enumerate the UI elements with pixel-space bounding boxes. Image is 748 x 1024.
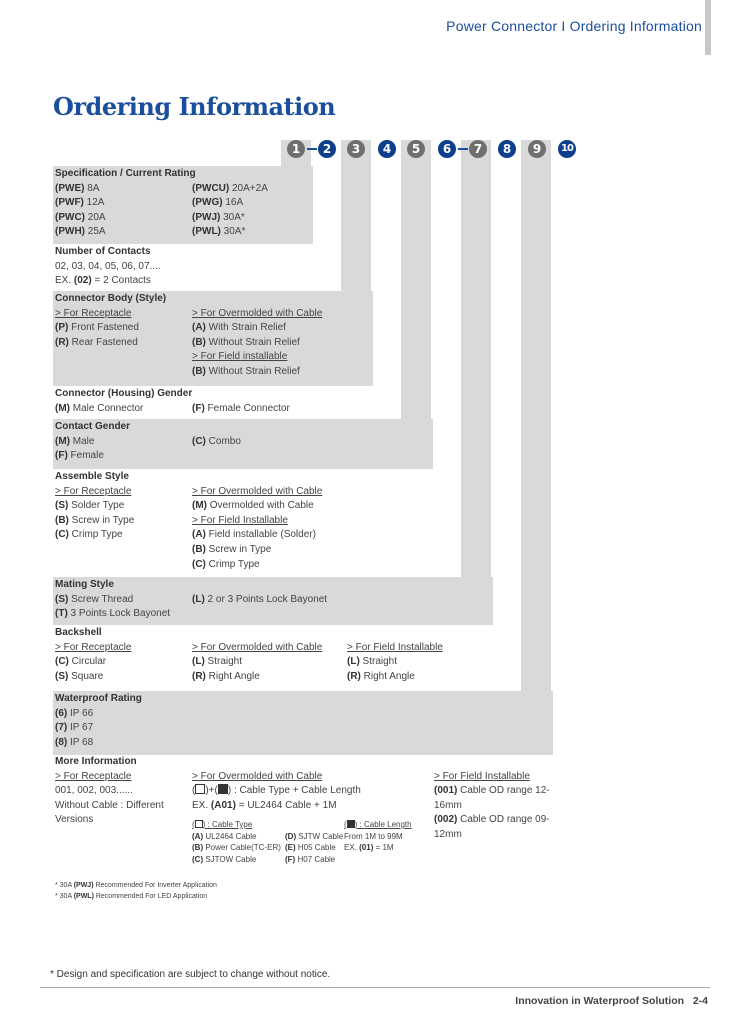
code-circle-3: 3 xyxy=(347,140,365,158)
cable-type-box-icon xyxy=(195,820,203,828)
footnote-pwl: * 30A (PWL) Recommended For LED Application xyxy=(55,892,208,900)
code-circle-8: 8 xyxy=(498,140,516,158)
footnotes xyxy=(55,881,217,902)
code-circle-9: 9 xyxy=(528,140,546,158)
band-position-9 xyxy=(521,140,551,754)
spec-title: Specification / Current Rating xyxy=(55,168,196,179)
band-position-7 xyxy=(461,140,491,624)
footer xyxy=(515,995,708,1007)
code-circle-2: 2 xyxy=(318,140,336,158)
header-section-title: Power Connector I Ordering Information xyxy=(446,18,702,34)
code-circle-4: 4 xyxy=(378,140,396,158)
section-backshell: Backshell > For Receptacle > For Overmolded with Cable > For Field Installable (C) Circular (L) Straight (L) Straight (S) Square (R) Right Angle (R) Right Angle xyxy=(55,627,443,682)
section-assemble-style: Assemble Style > For Receptacle > For Overmolded with Cable (S) Solder Type (M) Overmolded with Cable (B) Screw in Type > For Field Installable (C) Crimp Type (A) Field installable (Solder) (B) Screw in Type (C) Crimp Type xyxy=(55,471,323,570)
code-circle-10: 10 xyxy=(558,140,576,158)
section-mating-style: Mating Style (S) Screw Thread (L) 2 or 3 Points Lock Bayonet (T) 3 Points Lock Bayonet xyxy=(53,577,493,625)
section-specification: Specification / Current Rating (PWE) 8A (PWCU) 20A+2A (PWF) 12A (PWG) 16A (PWC) 20A (PWJ) 30A* (PWH) 25A (PWL) 30A* xyxy=(53,166,313,244)
code-dash-6-7 xyxy=(458,148,468,150)
page-title: Ordering Information xyxy=(53,92,336,121)
code-circle-1: 1 xyxy=(287,140,305,158)
section-contact-gender: Contact Gender (M) Male (C) Combo (F) Female xyxy=(53,419,433,469)
page-number: 2-4 xyxy=(692,995,708,1007)
header-side-bar xyxy=(705,0,711,55)
cable-length-box-icon xyxy=(347,820,355,828)
cable-length-box-icon xyxy=(218,784,228,794)
footer-divider xyxy=(40,987,710,988)
disclaimer: * Design and specification are subject to change without notice. xyxy=(50,969,331,980)
section-waterproof-rating: Waterproof Rating (6) IP 66 (7) IP 67 (8) IP 68 xyxy=(53,691,553,755)
code-circle-5: 5 xyxy=(407,140,425,158)
footnote-pwj: * 30A (PWJ) Recommended For Inverter Application xyxy=(55,882,217,889)
code-circle-6: 6 xyxy=(438,140,456,158)
code-dash-1-2 xyxy=(307,148,317,150)
section-more-information: More Information > For Receptacle 001, 002, 003...... Without Cable : Different Versions > For Overmolded with Cable ( )+( ) : Cable Type + Cable Length EX. (A01) = UL2464 Cable + 1M ( ) : Cable Type (A) UL2464 Cable (B) Power Cable(TC-ER) (C) SJTOW Cable (D) SJTW Cable (E) H05 Cable (F) H07 Cable ( ) : Cable Length From 1M to 99M EX. (01) = 1M > For Field Installable (001) Cable OD range 12-16mm (002) Cable OD range 09-12mm xyxy=(55,756,550,864)
code-circle-7: 7 xyxy=(469,140,487,158)
cable-type-box-icon xyxy=(195,784,205,794)
section-number-of-contacts: Number of Contacts 02, 03, 04, 05, 06, 07.... EX. (02) = 2 Contacts xyxy=(55,246,161,287)
footer-tagline: Innovation in Waterproof Solution xyxy=(515,995,685,1007)
section-connector-body: Connector Body (Style) > For Receptacle > For Overmolded with Cable (P) Front Fastened (A) With Strain Relief (R) Rear Fastened (B) Without Strain Relief > For Field installable (B) Without Strain Relief xyxy=(53,291,373,386)
section-housing-gender: Connector (Housing) Gender (M) Male Connector (F) Female Connector xyxy=(55,388,290,414)
